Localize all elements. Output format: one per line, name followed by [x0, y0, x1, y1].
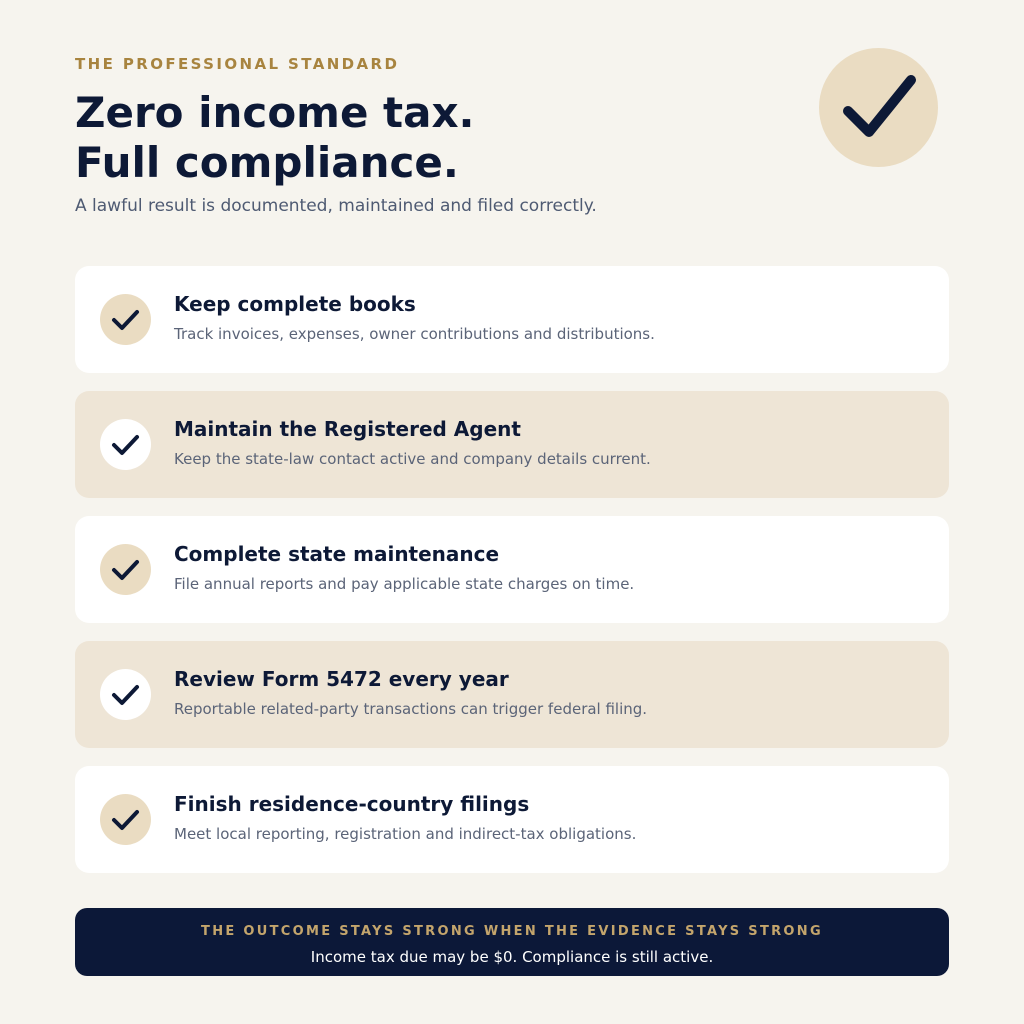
- hero-checkmark-badge: [819, 48, 938, 167]
- checkmark-icon: [100, 294, 151, 345]
- checklist-item-description: Meet local reporting, registration and indirect-tax obligations.: [174, 825, 637, 843]
- check-circle: [100, 544, 151, 595]
- checklist-item-state-maintenance: [75, 516, 949, 623]
- checklist: [75, 266, 949, 891]
- headline-line-2: Full compliance.: [75, 138, 459, 187]
- check-circle: [100, 669, 151, 720]
- checkmark-icon: [819, 48, 938, 167]
- checklist-item-description: Keep the state-law contact active and company details current.: [174, 450, 651, 468]
- checklist-item-description: File annual reports and pay applicable state charges on time.: [174, 575, 635, 593]
- headline-line-1: Zero income tax.: [75, 88, 475, 137]
- checklist-item-registered-agent: [75, 391, 949, 498]
- footer-text: Income tax due may be $0. Compliance is still active.: [310, 948, 714, 966]
- footer-banner: [75, 908, 949, 976]
- checkmark-icon: [100, 419, 151, 470]
- checklist-item-title: Complete state maintenance: [174, 542, 500, 566]
- page-subtitle: A lawful result is documented, maintained and filed correctly.: [75, 196, 597, 216]
- check-circle: [100, 294, 151, 345]
- check-circle: [100, 419, 151, 470]
- checkmark-icon: [100, 544, 151, 595]
- checklist-item-books: [75, 266, 949, 373]
- check-circle: [100, 794, 151, 845]
- checklist-item-title: Maintain the Registered Agent: [174, 417, 521, 441]
- checklist-item-title: Review Form 5472 every year: [174, 667, 509, 691]
- checklist-item-title: Keep complete books: [174, 292, 416, 316]
- page-title: [75, 88, 475, 188]
- checkmark-icon: [100, 794, 151, 845]
- footer-title: THE OUTCOME STAYS STRONG WHEN THE EVIDENCE STAYS STRONG: [201, 924, 823, 939]
- checklist-item-residence-filings: [75, 766, 949, 873]
- checkmark-icon: [100, 669, 151, 720]
- checklist-item-description: Track invoices, expenses, owner contributions and distributions.: [174, 325, 655, 343]
- eyebrow-label: THE PROFESSIONAL STANDARD: [75, 55, 400, 73]
- checklist-item-title: Finish residence-country filings: [174, 792, 530, 816]
- checklist-item-description: Reportable related-party transactions can trigger federal filing.: [174, 700, 648, 718]
- checklist-item-form-5472: [75, 641, 949, 748]
